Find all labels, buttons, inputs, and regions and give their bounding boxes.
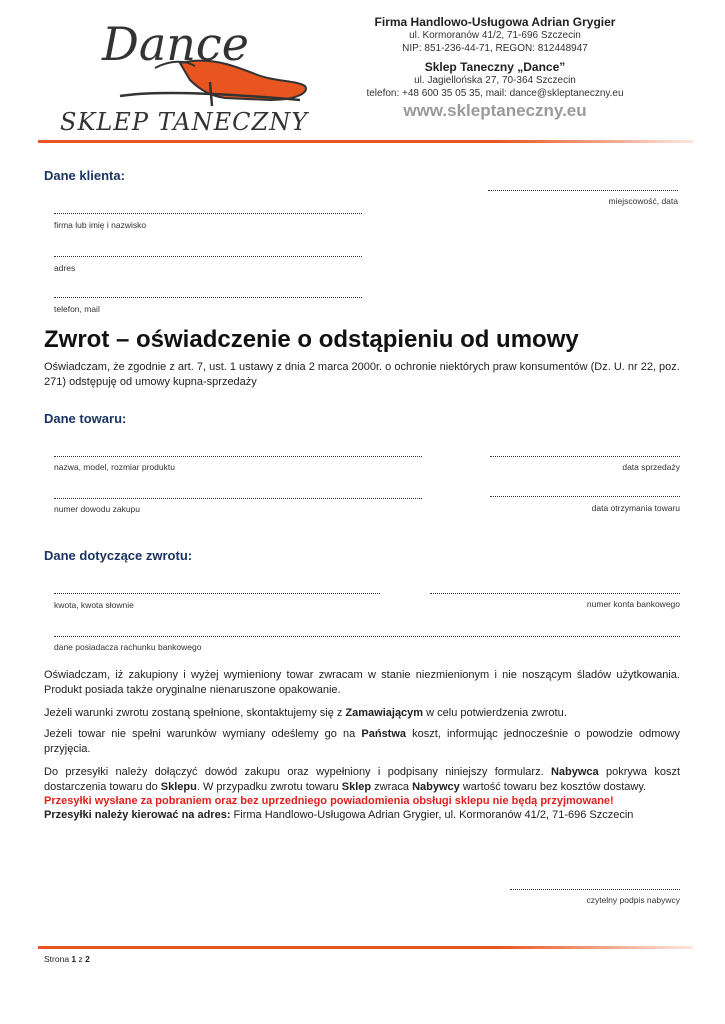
- account-label: numer konta bankowego: [586, 599, 680, 609]
- product-label: nazwa, model, rozmiar produktu: [54, 462, 175, 472]
- signature-label: czytelny podpis nabywcy: [586, 895, 680, 905]
- company-info: [345, 15, 645, 120]
- page-number: Strona 1 z 2: [44, 954, 90, 964]
- shop-logo: [60, 8, 330, 138]
- place-date-line[interactable]: [488, 190, 678, 191]
- amount-label: kwota, kwota słownie: [54, 600, 134, 610]
- warning-text: Przesyłki wysłane za pobraniem oraz bez uprzedniego powiadomienia obsługi sklepu nie będą przyjmowane!: [44, 795, 614, 807]
- receive-date-label: data otrzymania towaru: [591, 503, 680, 513]
- shop-contact: telefon: +48 600 35 05 35, mail: dance@skleptaneczny.eu: [366, 88, 624, 99]
- sale-date-line[interactable]: [490, 456, 680, 457]
- company-ids: NIP: 851-236-44-71, REGON: 812448947: [402, 43, 588, 54]
- sale-date-label: data sprzedaży: [622, 462, 680, 472]
- return-heading: Dane dotyczące zwrotu:: [44, 548, 193, 563]
- company-name: Firma Handlowo-Usługowa Adrian Grygier: [374, 15, 616, 29]
- dance-shoe-logo-icon: [60, 8, 330, 138]
- statement-refusal: Jeżeli towar nie spełni warunków wymiany odeślemy go na Państwa koszt, informując jednocześnie o powodzie odmowy przyjęcia.: [44, 728, 680, 755]
- goods-heading: Dane towaru:: [44, 411, 127, 426]
- place-date-label: miejscowość, data: [608, 196, 678, 206]
- account-line[interactable]: [430, 593, 680, 594]
- company-address: ul. Kormoranów 41/2, 71-696 Szczecin: [409, 30, 581, 41]
- footer-divider: [38, 946, 693, 949]
- receive-date-line[interactable]: [490, 496, 680, 497]
- page-title: Zwrot – oświadczenie o odstąpieniu od umowy: [44, 326, 579, 353]
- client-address-line[interactable]: [54, 256, 362, 257]
- client-heading: Dane klienta:: [44, 168, 125, 183]
- logo-brand-text: Dance: [102, 17, 249, 71]
- client-address-label: adres: [54, 263, 76, 273]
- statement-shipping: Do przesyłki należy dołączyć dowód zakupu oraz wypełniony i podpisany niniejszy formularz. Nabywca pokrywa koszt dostarczenia towaru do Sklepu. W przypadku zwrotu towaru Sklep zwraca Nabywcy wartość towaru bez kosztów dostawy.: [44, 766, 680, 793]
- website-link[interactable]: www.skleptaneczny.eu: [403, 101, 587, 120]
- amount-line[interactable]: [54, 593, 380, 594]
- client-name-line[interactable]: [54, 213, 362, 214]
- signature-line[interactable]: [510, 889, 680, 890]
- declaration-text: Oświadczam, że zgodnie z art. 7, ust. 1 ustawy z dnia 2 marca 2000r. o ochronie niektórych praw konsumentów (Dz. U. nr 22, poz. 271) odstępuję od umowy kupna-sprzedaży: [44, 361, 680, 388]
- receipt-label: numer dowodu zakupu: [54, 504, 141, 514]
- account-owner-line[interactable]: [54, 636, 680, 637]
- client-phone-label: telefon, mail: [54, 304, 100, 314]
- account-owner-label: dane posiadacza rachunku bankowego: [54, 642, 202, 652]
- statement-condition: Oświadczam, iż zakupiony i wyżej wymieniony towar zwracam w stanie niezmienionym i nie noszącym śladów użytkowania. Produkt posiada także oryginalne nienaruszone opakowanie.: [44, 669, 680, 696]
- shop-address: ul. Jagiellońska 27, 70-364 Szczecin: [414, 75, 576, 86]
- statement-contact: Jeżeli warunki zwrotu zostaną spełnione, skontaktujemy się z Zamawiającym w celu potwierdzenia zwrotu.: [44, 707, 567, 719]
- product-line[interactable]: [54, 456, 422, 457]
- shop-name: Sklep Taneczny „Dance”: [424, 60, 566, 74]
- header-divider: [38, 140, 693, 143]
- shipping-address: Przesyłki należy kierować na adres: Firma Handlowo-Usługowa Adrian Grygier, ul. Kormoranów 41/2, 71-696 Szczecin: [44, 809, 634, 821]
- receipt-line[interactable]: [54, 498, 422, 499]
- logo-tagline-text: SKLEP TANECZNY: [60, 108, 309, 136]
- client-phone-line[interactable]: [54, 297, 362, 298]
- client-name-label: firma lub imię i nazwisko: [54, 220, 147, 230]
